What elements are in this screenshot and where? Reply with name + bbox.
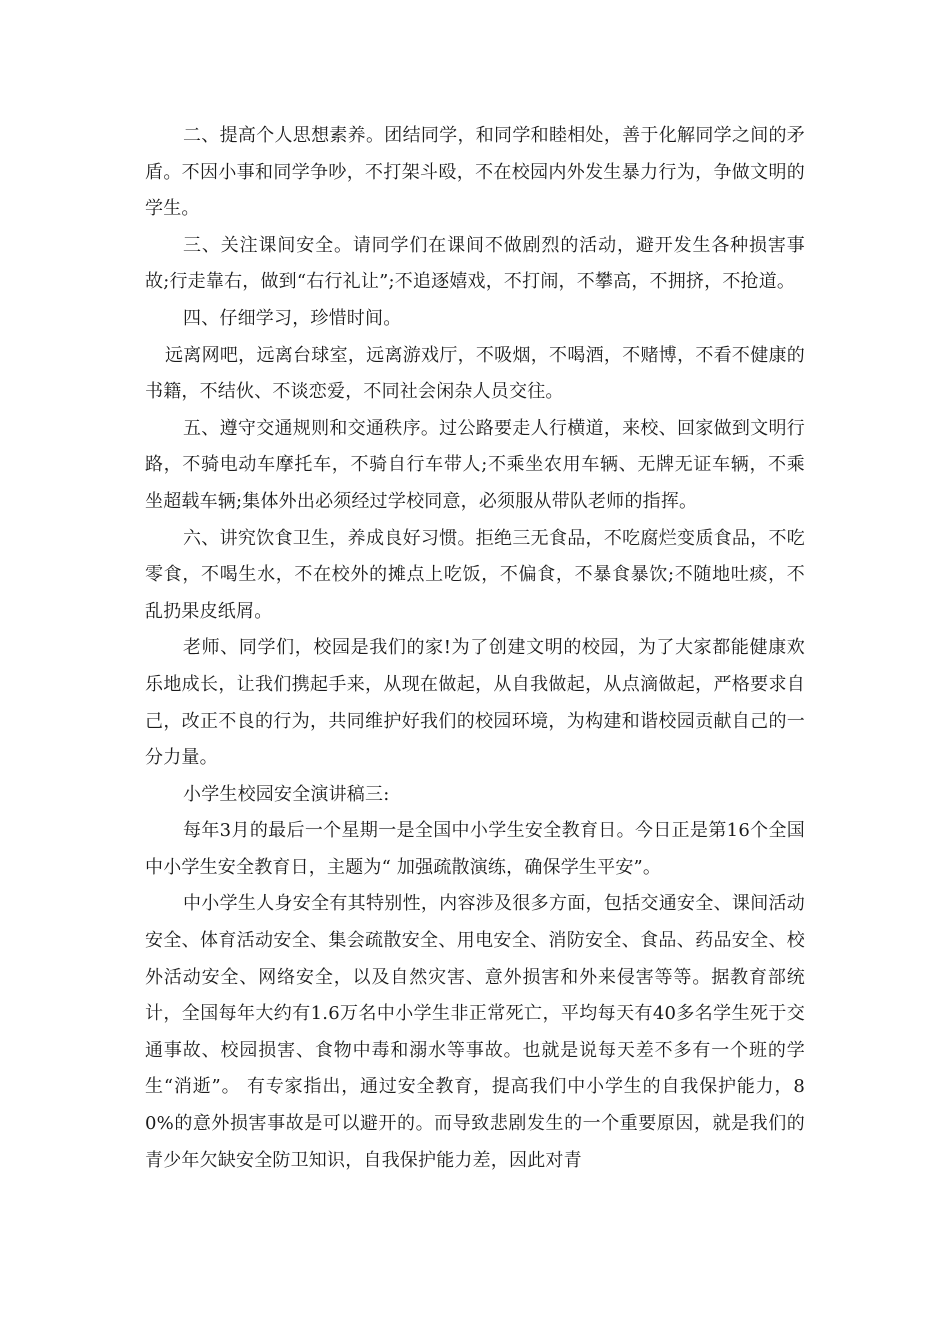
paragraph-6: 六、讲究饮食卫生，养成良好习惯。拒绝三无食品，不吃腐烂变质食品，不吃零食，不喝生水，不在校外的摊点上吃饭，不偏食，不暴食暴饮;不随地吐痰，不乱扔果皮纸屑。 <box>145 527 805 622</box>
paragraph-7: 老师、同学们，校园是我们的家!为了创建文明的校园，为了大家都能健康欢乐地成长，让我们携起手来，从现在做起，从自我做起，从点滴做起，严格要求自己，改正不良的行为，共同维护好我们的校园环境，为构建和谐校园贡献自己的一分力量。 <box>145 637 805 769</box>
paragraph-2: 三、关注课间安全。请同学们在课间不做剧烈的活动，避开发生各种损害事故;行走靠右，做到“右行礼让”;不追逐嬉戏，不打闹，不攀高，不拥挤，不抢道。 <box>145 234 805 293</box>
paragraph-9: 每年3月的最后一个星期一是全国中小学生安全教育日。今日正是第16个全国中小学生安全教育日，主题为“ 加强疏散演练，确保学生平安”。 <box>145 820 805 878</box>
paragraph-4: 远离网吧，远离台球室，远离游戏厅，不吸烟，不喝酒，不赌博，不看不健康的书籍，不结伙、不谈恋爱，不同社会闲杂人员交往。 <box>145 344 805 403</box>
paragraph-1: 二、提高个人思想素养。团结同学，和同学和睦相处，善于化解同学之间的矛盾。不因小事和同学争吵，不打架斗殴，不在校园内外发生暴力行为，争做文明的学生。 <box>145 125 805 220</box>
section-heading: 小学生校园安全演讲稿三: <box>183 783 390 805</box>
paragraph-5: 五、遵守交通规则和交通秩序。过公路要走人行横道，来校、回家做到文明行路，不骑电动车摩托车，不骑自行车带人;不乘坐农用车辆、无牌无证车辆，不乘坐超载车辆;集体外出必须经过学校同意，必须服从带队老师的指挥。 <box>145 417 805 512</box>
document-page <box>145 118 805 1179</box>
paragraph-10: 中小学生人身安全有其特别性，内容涉及很多方面，包括交通安全、课间活动安全、体育活动安全、集会疏散安全、用电安全、消防安全、食品、药品安全、校外活动安全、网络安全，以及自然灾害、意外损害和外来侵害等等。据教育部统计，全国每年大约有1.6万名中小学生非正常死亡，平均每天有40多名学生死于交通事故、校园损害、食物中毒和溺水等事故。也就是说每天差不多有一个班的学生“消逝”。 有专家指出，通过安全教育，提高我们中小学生的自我保护能力，80%的意外损害事故是可以避开的。而导致悲剧发生的一个重要原因，就是我们的青少年欠缺安全防卫知识，自我保护能力差，因此对青 <box>145 893 805 1171</box>
paragraph-3: 四、仔细学习，珍惜时间。 <box>183 307 402 329</box>
